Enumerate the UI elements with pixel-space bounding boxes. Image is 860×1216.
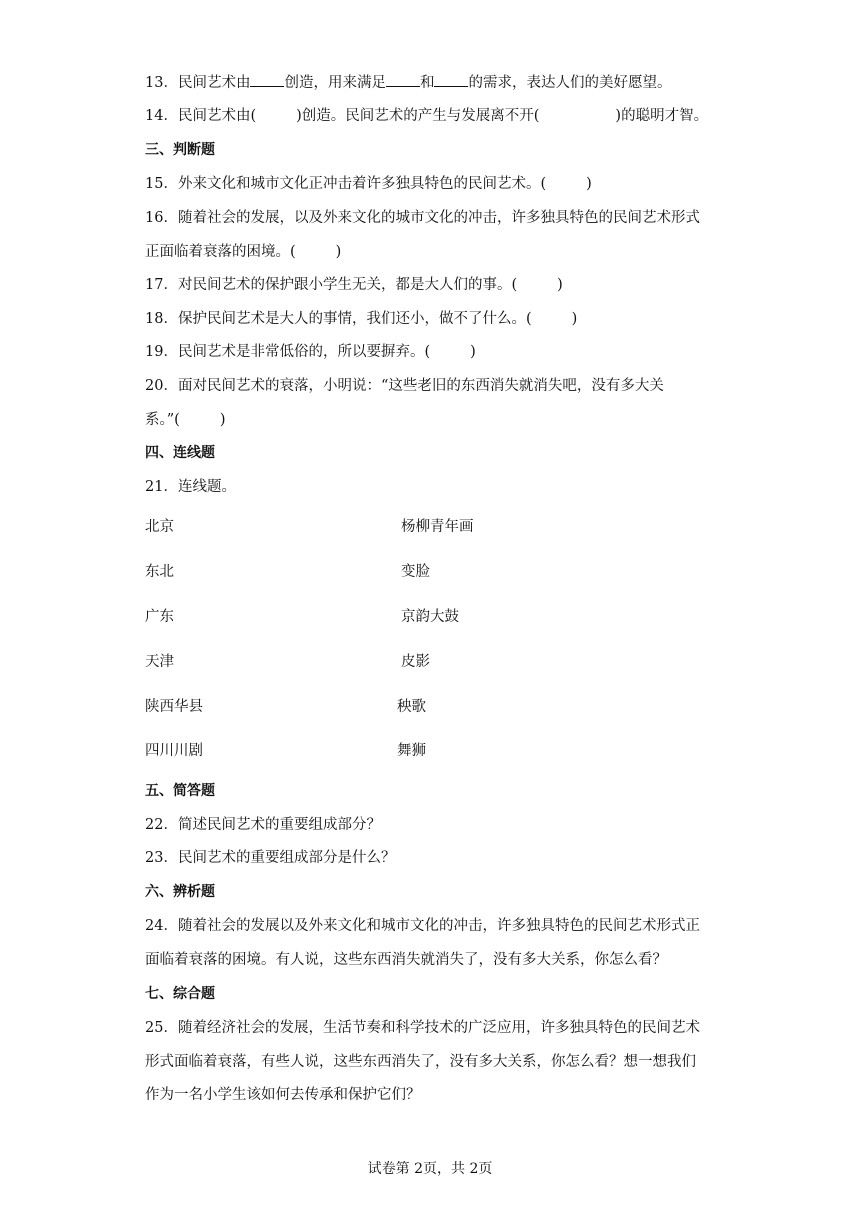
page-footer: 试卷第 2页，共 2页 [367, 1161, 493, 1177]
question-13 [145, 72, 671, 93]
question-21: 21．连线题。 [145, 479, 236, 495]
q13-blank-3 [434, 72, 468, 87]
q13-blank-2 [386, 72, 420, 87]
question-17 [145, 275, 563, 295]
q19-close-paren: ) [470, 344, 476, 360]
question-25-line-1: 25．随着经济社会的发展，生活节奏和科学技术的广泛应用，许多独具特色的民间艺术 [145, 1020, 700, 1036]
match-left-4: 天津 [145, 654, 174, 670]
match-right-3: 京韵大鼓 [401, 609, 459, 625]
match-left-3: 广东 [145, 609, 174, 625]
question-23: 23．民间艺术的重要组成部分是什么？ [145, 850, 396, 866]
question-20-line-1: 20．面对民间艺术的衰落，小明说：“这些老旧的东西消失就消失吧，没有多大关 [145, 378, 664, 394]
question-14 [145, 106, 708, 126]
q13-text-c: 和 [419, 75, 435, 91]
question-24-line-1: 24．随着社会的发展以及外来文化和城市文化的冲击，许多独具特色的民间艺术形式正 [145, 918, 700, 934]
section-heading-5: 五、简答题 [145, 783, 215, 799]
q13-blank-1 [250, 72, 284, 87]
section-heading-6: 六、辨析题 [145, 884, 215, 900]
q16-close-paren: ) [335, 244, 342, 260]
q14-text-b: )创造。民间艺术的产生与发展离不开( [296, 108, 540, 124]
match-right-5: 秧歌 [397, 699, 426, 715]
section-heading-3: 三、判断题 [145, 142, 215, 158]
match-right-1: 杨柳青年画 [401, 519, 474, 535]
q17-close-paren: ) [557, 277, 563, 293]
question-16-line-1: 16．随着社会的发展，以及外来文化的城市文化的冲击，许多独具特色的民间艺术形式 [145, 210, 700, 226]
q13-text-b: 创造，用来满足 [284, 75, 386, 91]
match-left-5: 陕西华县 [145, 699, 203, 715]
q13-text-a: 13．民间艺术由 [145, 75, 251, 91]
question-25-line-3: 作为一名小学生该如何去传承和保护它们？ [145, 1087, 421, 1103]
q20-close-paren: ) [219, 412, 226, 428]
match-left-2: 东北 [145, 564, 174, 580]
section-heading-4: 四、连线题 [145, 445, 215, 461]
question-15 [145, 174, 592, 194]
q13-text-d: 的需求，表达人们的美好愿望。 [468, 75, 672, 91]
match-right-2: 变脸 [401, 564, 430, 580]
question-16-line-2 [145, 242, 341, 262]
q15-text: 15．外来文化和城市文化正冲击着许多独具特色的民间艺术。( [145, 176, 547, 192]
q19-text: 19．民间艺术是非常低俗的，所以要摒弃。( [145, 344, 431, 360]
section-heading-7: 七、综合题 [145, 986, 215, 1002]
q20-text: 系。”( [145, 412, 180, 428]
q18-text: 18．保护民间艺术是大人的事情，我们还小，做不了什么。( [145, 311, 532, 327]
match-right-6: 舞狮 [397, 743, 426, 759]
match-left-6: 四川川剧 [145, 743, 203, 759]
question-25-line-2: 形式面临着衰落，有些人说，这些东西消失了，没有多大关系，你怎么看？想一想我们 [145, 1054, 696, 1070]
question-20-line-2 [145, 410, 226, 430]
q14-text-a: 14．民间艺术由( [145, 108, 257, 124]
q18-close-paren: ) [571, 311, 578, 327]
match-left-1: 北京 [145, 519, 174, 535]
q15-close-paren: ) [586, 176, 592, 192]
q16-text: 正面临着衰落的困境。( [145, 244, 296, 260]
question-22: 22．简述民间艺术的重要组成部分？ [145, 817, 381, 833]
match-right-4: 皮影 [401, 654, 430, 670]
q17-text: 17．对民间艺术的保护跟小学生无关，都是大人们的事。( [145, 277, 518, 293]
question-19 [145, 342, 476, 362]
question-24-line-2: 面临着衰落的困境。有人说，这些东西消失就消失了，没有多大关系，你怎么看？ [145, 952, 667, 968]
q14-text-c: )的聪明才智。 [615, 108, 709, 124]
question-18 [145, 309, 577, 329]
